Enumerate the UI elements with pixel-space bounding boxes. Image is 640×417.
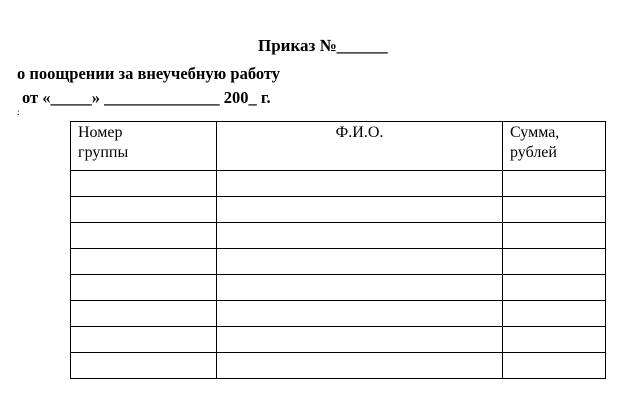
stray-mark: : [17,107,20,117]
order-title: Приказ №______ [258,36,388,55]
amount-cell [503,353,606,379]
table-row [71,249,606,275]
group-number-cell [71,249,217,275]
full-name-cell [217,197,503,223]
full-name-cell [217,275,503,301]
full-name-cell [217,301,503,327]
group-number-cell [71,353,217,379]
group-number-cell [71,171,217,197]
table-row [71,301,606,327]
table-row [71,197,606,223]
full-name-cell [217,171,503,197]
full-name-cell [217,223,503,249]
full-name-cell [217,249,503,275]
table-row [71,275,606,301]
order-subject: о поощрении за внеучебную работу [17,64,281,83]
amount-cell [503,327,606,353]
amount-cell [503,197,606,223]
order-date-line: от «_____» ______________ 200_ г. [22,88,271,107]
table-row [71,327,606,353]
reward-table [70,121,606,379]
amount-cell [503,171,606,197]
group-number-cell [71,327,217,353]
header-group-number [71,122,217,171]
full-name-cell [217,327,503,353]
header-group-number-line2: группы [78,144,129,161]
header-amount [503,122,606,171]
table-row [71,171,606,197]
table-body [71,171,606,379]
amount-cell [503,223,606,249]
group-number-cell [71,275,217,301]
full-name-cell [217,353,503,379]
amount-cell [503,275,606,301]
table-header-row [71,122,606,171]
group-number-cell [71,223,217,249]
header-group-number-line1: Номер [78,124,123,141]
header-full-name [217,122,503,171]
table-row [71,223,606,249]
header-full-name-label: Ф.И.О. [335,124,384,141]
header-amount-line2: рублей [510,144,557,161]
table-row [71,353,606,379]
group-number-cell [71,197,217,223]
group-number-cell [71,301,217,327]
amount-cell [503,249,606,275]
header-amount-line1: Сумма, [510,124,560,141]
amount-cell [503,301,606,327]
